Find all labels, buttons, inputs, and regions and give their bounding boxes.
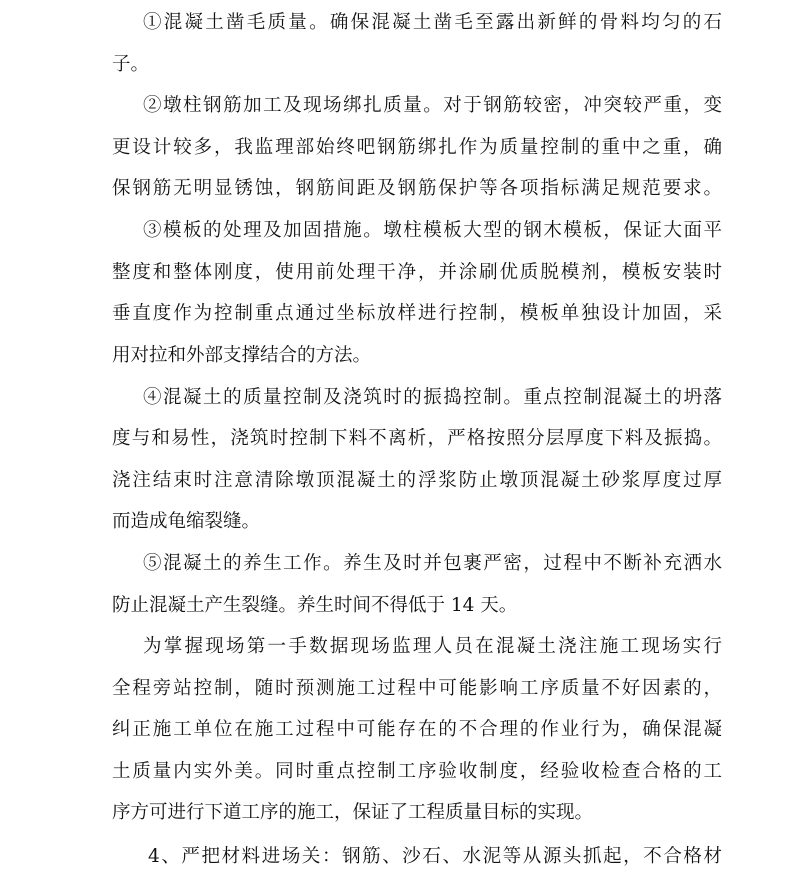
paragraph-5-line-2: 防止混凝土产生裂缝。养生时间不得低于 14 天。: [112, 595, 518, 616]
paragraph-6-line-5: 序方可进行下道工序的施工，保证了工程质量目标的实现。: [112, 802, 594, 823]
paragraph-2-line-2: 更设计较多，我监理部始终吧钢筋绑扎作为质量控制的重中之重，确: [112, 137, 722, 158]
paragraph-3-line-1: ③模板的处理及加固措施。墩柱模板大型的钢木模板，保证大面平: [143, 220, 722, 241]
paragraph-4-line-2: 度与和易性，浇筑时控制下料不离析，严格按照分层厚度下料及振捣。: [112, 428, 722, 449]
paragraph-6-line-4: 土质量内实外美。同时重点控制工序验收制度，经验收检查合格的工: [112, 761, 722, 782]
paragraph-3-line-2: 整度和整体刚度，使用前处理干净，并涂刷优质脱模剂，模板安装时: [112, 262, 722, 283]
paragraph-3-line-4: 用对拉和外部支撑结合的方法。: [112, 345, 372, 366]
paragraph-2-line-1: ②墩柱钢筋加工及现场绑扎质量。对于钢筋较密，冲突较严重，变: [143, 95, 722, 116]
paragraph-4-line-4: 而造成龟缩裂缝。: [112, 511, 261, 532]
paragraph-1-line-2: 子。: [112, 54, 150, 75]
paragraph-6-line-2: 全程旁站控制，随时预测施工过程中可能影响工序质量不好因素的，: [112, 678, 722, 699]
paragraph-3-line-3: 垂直度作为控制重点通过坐标放样进行控制，模板单独设计加固，采: [112, 303, 722, 324]
paragraph-1-line-1: ①混凝土凿毛质量。确保混凝土凿毛至露出新鲜的骨料均匀的石: [143, 12, 722, 33]
paragraph-4-line-3: 浇注结束时注意清除墩顶混凝土的浮浆防止墩顶混凝土砂浆厚度过厚: [112, 470, 722, 491]
paragraph-5-line-1: ⑤混凝土的养生工作。养生及时并包裹严密，过程中不断补充洒水: [143, 553, 722, 574]
paragraph-4-line-1: ④混凝土的质量控制及浇筑时的振捣控制。重点控制混凝土的坍落: [143, 387, 722, 408]
paragraph-6-line-1: 为掌握现场第一手数据现场监理人员在混凝土浇注施工现场实行: [143, 636, 722, 657]
paragraph-2-line-3: 保钢筋无明显锈蚀，钢筋间距及钢筋保护等各项指标满足规范要求。: [112, 178, 722, 199]
paragraph-6-line-3: 纠正施工单位在施工过程中可能存在的不合理的作业行为，确保混凝: [112, 719, 722, 740]
paragraph-7-line-1: 4、严把材料进场关：钢筋、沙石、水泥等从源头抓起，不合格材: [148, 846, 722, 867]
